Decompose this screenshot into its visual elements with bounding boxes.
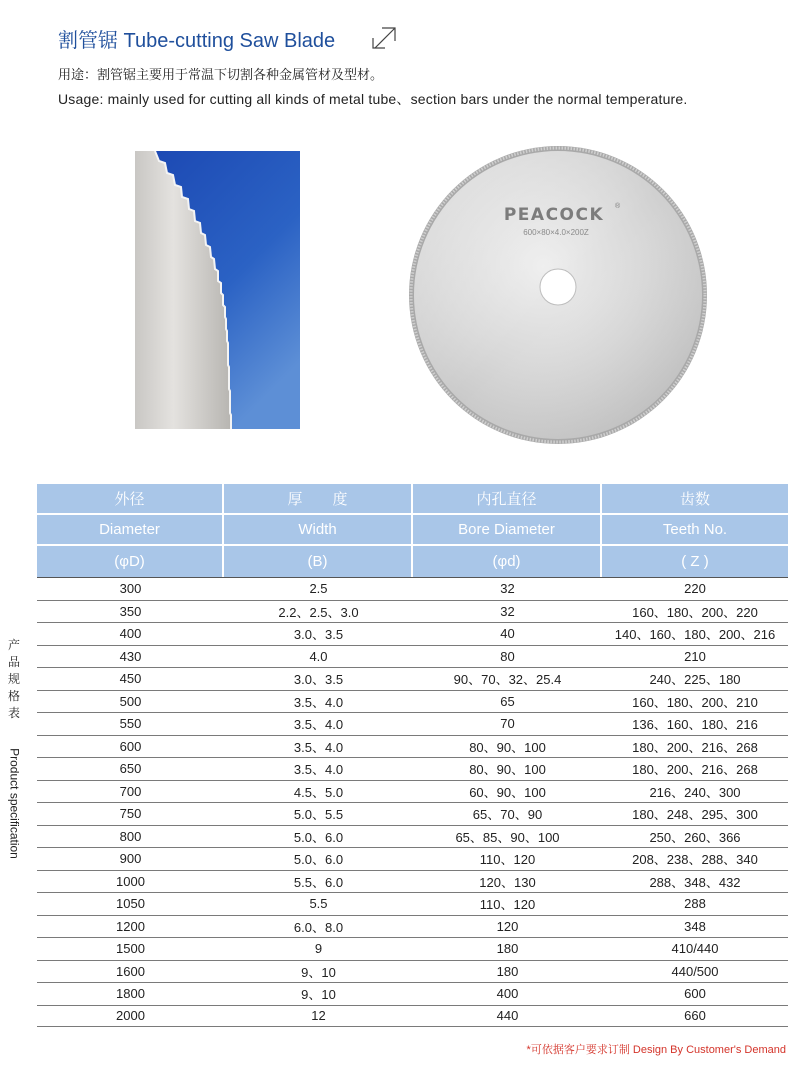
header-cell: 厚 度 [224, 484, 413, 515]
table-cell: 80、90、100 [413, 757, 602, 780]
table-cell: 440/500 [602, 960, 788, 983]
table-cell: 6.0、8.0 [224, 915, 413, 938]
table-row [37, 825, 788, 848]
spec-table [37, 484, 788, 1027]
table-row [37, 870, 788, 893]
table-cell: 70 [413, 712, 602, 735]
table-cell: 348 [602, 915, 788, 938]
table-cell: 5.0、6.0 [224, 825, 413, 848]
table-cell: 600 [602, 982, 788, 1005]
header-cell: ( Z ) [602, 546, 788, 577]
table-cell: 5.5、6.0 [224, 870, 413, 893]
side-label-english: Product specification [7, 748, 22, 859]
table-cell: 120 [413, 915, 602, 938]
table-cell: 40 [413, 622, 602, 645]
table-cell: 110、120 [413, 892, 602, 915]
table-cell: 220 [602, 577, 788, 600]
table-cell: 5.0、5.5 [224, 802, 413, 825]
table-cell: 250、260、366 [602, 825, 788, 848]
side-char: 格 [7, 689, 20, 703]
usage-chinese: 用途：割管锯主要用于常温下切割各种金属管材及型材。 [58, 67, 384, 82]
blade-closeup-photo [135, 151, 300, 429]
custom-order-note: *可依据客户要求订制 Design By Customer's Demand [526, 1044, 786, 1056]
table-cell: 9、10 [224, 960, 413, 983]
table-cell: 1000 [37, 870, 224, 893]
brand-logo: PEACOCK [503, 205, 605, 225]
table-row [37, 645, 788, 668]
table-cell: 208、238、288、340 [602, 847, 788, 870]
table-cell: 1050 [37, 892, 224, 915]
registered-mark: ® [615, 203, 621, 210]
table-cell: 9 [224, 937, 413, 960]
product-spec-side-label [7, 637, 22, 859]
header-cell: (φd) [413, 546, 602, 577]
saw-blade-photo [408, 145, 708, 445]
spec-table-body [37, 577, 788, 1027]
header-cell: (B) [224, 546, 413, 577]
table-cell: 5.0、6.0 [224, 847, 413, 870]
table-cell: 400 [37, 622, 224, 645]
table-cell: 3.0、3.5 [224, 622, 413, 645]
table-cell: 80 [413, 645, 602, 668]
table-cell: 4.5、5.0 [224, 780, 413, 803]
table-row [37, 1005, 788, 1028]
table-cell: 32 [413, 600, 602, 623]
table-row [37, 577, 788, 600]
table-cell: 160、180、200、210 [602, 690, 788, 713]
table-cell: 110、120 [413, 847, 602, 870]
table-cell: 120、130 [413, 870, 602, 893]
header-row-en [37, 515, 788, 546]
table-cell: 4.0 [224, 645, 413, 668]
table-cell: 1500 [37, 937, 224, 960]
table-cell: 9、10 [224, 982, 413, 1005]
table-cell: 12 [224, 1005, 413, 1028]
table-cell: 450 [37, 667, 224, 690]
table-cell: 65、85、90、100 [413, 825, 602, 848]
table-cell: 500 [37, 690, 224, 713]
side-char: 表 [7, 706, 20, 720]
table-cell: 400 [413, 982, 602, 1005]
table-cell: 90、70、32、25.4 [413, 667, 602, 690]
table-cell: 1200 [37, 915, 224, 938]
side-char: 产 [7, 638, 20, 652]
table-cell: 180、200、216、268 [602, 757, 788, 780]
table-cell: 3.5、4.0 [224, 690, 413, 713]
table-cell: 60、90、100 [413, 780, 602, 803]
table-cell: 430 [37, 645, 224, 668]
header-cell: Diameter [37, 515, 224, 546]
table-cell: 900 [37, 847, 224, 870]
table-cell: 300 [37, 577, 224, 600]
table-row [37, 780, 788, 803]
table-cell: 660 [602, 1005, 788, 1028]
table-cell: 800 [37, 825, 224, 848]
table-cell: 2.2、2.5、3.0 [224, 600, 413, 623]
table-row [37, 757, 788, 780]
page-title [58, 24, 335, 53]
table-cell: 750 [37, 802, 224, 825]
table-cell: 240、225、180 [602, 667, 788, 690]
table-cell: 65、70、90 [413, 802, 602, 825]
table-row [37, 622, 788, 645]
header-row-symbol [37, 546, 788, 577]
usage-english: Usage: mainly used for cutting all kinds of metal tube、section bars under the normal temperature. [58, 91, 688, 107]
table-row [37, 802, 788, 825]
table-cell: 136、160、180、216 [602, 712, 788, 735]
table-row [37, 690, 788, 713]
table-row [37, 937, 788, 960]
table-cell: 3.5、4.0 [224, 757, 413, 780]
table-cell: 3.5、4.0 [224, 712, 413, 735]
table-cell: 288、348、432 [602, 870, 788, 893]
table-cell: 550 [37, 712, 224, 735]
table-row [37, 892, 788, 915]
table-row [37, 600, 788, 623]
table-cell: 32 [413, 577, 602, 600]
header-cell: Teeth No. [602, 515, 788, 546]
table-cell: 700 [37, 780, 224, 803]
table-cell: 180、248、295、300 [602, 802, 788, 825]
table-row [37, 847, 788, 870]
table-cell: 3.5、4.0 [224, 735, 413, 758]
table-cell: 180、200、216、268 [602, 735, 788, 758]
table-cell: 180 [413, 937, 602, 960]
header-cell: (φD) [37, 546, 224, 577]
table-cell: 160、180、200、220 [602, 600, 788, 623]
table-cell: 2.5 [224, 577, 413, 600]
header-cell: Bore Diameter [413, 515, 602, 546]
table-cell: 216、240、300 [602, 780, 788, 803]
table-cell: 1800 [37, 982, 224, 1005]
header-row-cn [37, 484, 788, 515]
table-row [37, 735, 788, 758]
header-cell: 内孔直径 [413, 484, 602, 515]
table-cell: 180 [413, 960, 602, 983]
diagonal-arrow-icon [371, 24, 397, 50]
table-cell: 650 [37, 757, 224, 780]
title-text: 割管锯 Tube-cutting Saw Blade [58, 30, 336, 52]
table-cell: 80、90、100 [413, 735, 602, 758]
table-cell: 2000 [37, 1005, 224, 1028]
table-cell: 3.0、3.5 [224, 667, 413, 690]
table-cell: 440 [413, 1005, 602, 1028]
table-row [37, 960, 788, 983]
table-row [37, 667, 788, 690]
header-cell: Width [224, 515, 413, 546]
table-cell: 65 [413, 690, 602, 713]
table-row [37, 915, 788, 938]
side-label-chinese [7, 637, 21, 722]
table-row [37, 982, 788, 1005]
header-cell: 外径 [37, 484, 224, 515]
table-row [37, 712, 788, 735]
side-char: 规 [7, 672, 20, 686]
table-cell: 410/440 [602, 937, 788, 960]
blade-spec-marking: 600×80×4.0×200Z [523, 228, 589, 237]
table-cell: 5.5 [224, 892, 413, 915]
table-cell: 350 [37, 600, 224, 623]
side-char: 品 [7, 655, 20, 669]
header-cell: 齿数 [602, 484, 788, 515]
table-cell: 210 [602, 645, 788, 668]
table-cell: 600 [37, 735, 224, 758]
table-cell: 140、160、180、200、216 [602, 622, 788, 645]
table-cell: 1600 [37, 960, 224, 983]
table-cell: 288 [602, 892, 788, 915]
